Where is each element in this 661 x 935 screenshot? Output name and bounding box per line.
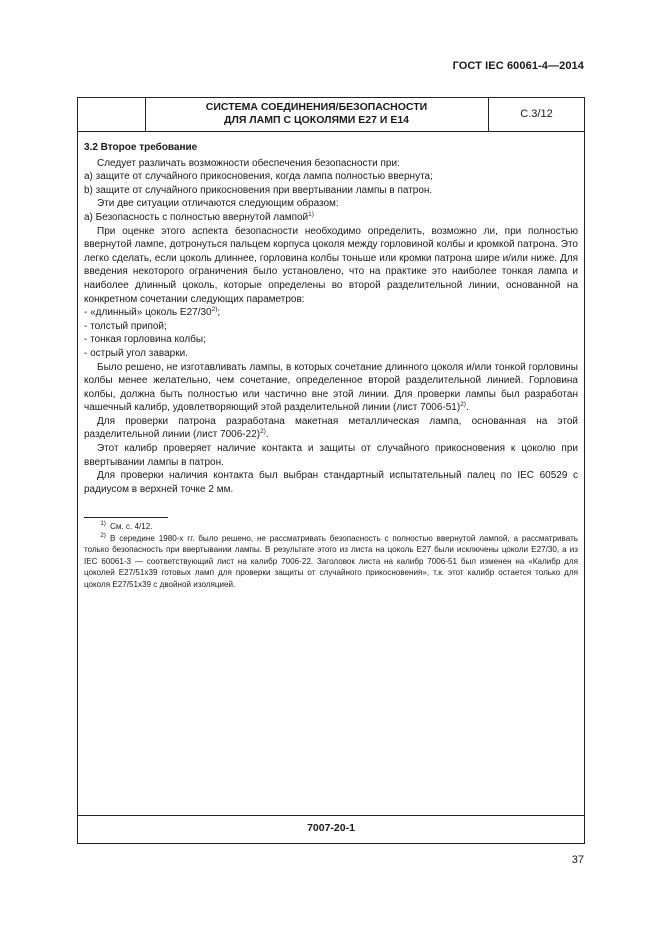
paragraph-decision: Было решено, не изготавливать лампы, в которых сочетание длинного цоколя и/или тонкой горловины колбы менее желательно, чем сочетание, определенное второй разделительной линией. Горловина колбы, должна быть полностью или частично вне этой линии. Для проверки лампы был разработан чашечный калибр, удовлетворяющий этой разделительной линии (лист 7006-51)$^{2)}$. <box>84 361 578 414</box>
sheet-title-line-1: СИСТЕМА СОЕДИНЕНИЯ/БЕЗОПАСНОСТИ <box>205 101 428 113</box>
paragraph-evaluation: При оценке этого аспекта безопасности необходимо определить, возможно ли, при полностью ввернутой лампе, дотронуться пальцем корпуса цоколя между горловиной колбы и кромкой патрона. Это легко сделать, если цоколь длиннее, горловина колбы тоньше или кромки патрона шире и/или ниже. Для введения некоторого ограничения было установлено, что на практике это наиболее тонкая лампа и наиболее длинный цоколь, которые определены во второй разделительной линии, основанной на конкретном сочетании следующих параметров: <box>84 225 578 305</box>
footnote-divider <box>84 517 168 518</box>
bullet-long-base: - «длинный» цоколь Е27/30$^{2)}$; <box>84 306 221 319</box>
paragraph-intro: Следует различать возможности обеспечения безопасности при: <box>97 157 400 169</box>
footnote-mark: 2) <box>100 531 106 539</box>
bullet-sharp-angle: - острый угол заварки. <box>84 347 188 359</box>
sheet-reference: С.3/12 <box>520 108 553 120</box>
list-item-b: b) защите от случайного прикосновения при ввертывании лампы в патрон. <box>84 184 433 196</box>
sheet-header-row <box>78 98 584 132</box>
footnote-2: $^{2)}$ В середине 1980-х гг. было решено, не рассматривать безопасность с полностью ввернутой лампой, а рассматривать только безопасность при ввертывании лампы. В результате этого из листа на цоколь Е27 были исключены цоколи Е27/30, а из IEC 60061-3 — соответствующий лист на калибр 7006-22. Заголовок листа на калибр 7006-51 был изменен на «Калибр для цоколей Е27/51х39 готовых ламп для проверки защиты от случайного прикосновения», т.к. этот калибр остается только для цоколя Е27/51х39 с двойной изоляцией. <box>84 531 578 589</box>
subsection-a <box>84 211 578 225</box>
footnote-ref-2: 2) <box>260 428 266 436</box>
standard-sheet-frame <box>77 97 585 844</box>
bullet-thin-neck: - тонкая горловина колбы; <box>84 334 206 346</box>
section-heading: 3.2 Второе требование <box>84 142 198 153</box>
paragraph-holder-check: Для проверки патрона разработана макетная металлическая лампа, основанная на этой разделительной линии (лист 7006-22)$^{2)}$. <box>84 415 578 441</box>
sheet-body <box>84 141 578 496</box>
footnotes <box>84 521 578 590</box>
paragraph-test-finger: Для проверки наличия контакта был выбран стандартный испытательный палец по IEC 60529 с радиусом в верхней точке 2 мм. <box>84 470 578 495</box>
sheet-title-line-2: ДЛЯ ЛАМП С ЦОКОЛЯМИ Е27 И Е14 <box>224 114 409 126</box>
page-number: 37 <box>571 854 584 866</box>
paragraph-situations: Эти две ситуации отличаются следующим образом: <box>97 198 339 210</box>
footnote-mark: 1) <box>100 520 106 527</box>
footnote-ref-2: 2) <box>460 401 466 409</box>
sheet-title <box>145 98 489 131</box>
sheet-number: 7007-20-1 <box>78 815 584 844</box>
bullet-thick-solder: - толстый припой; <box>84 320 167 332</box>
footnote-ref-2: 2) <box>211 306 218 314</box>
footnote-ref-1: 1) <box>308 210 314 218</box>
footnote-1: $^{1)}$ См. с. 4/12. <box>100 520 153 531</box>
paragraph-gauge: Этот калибр проверяет наличие контакта и защиты от случайного прикосновения к цоколю при ввертывании лампы в патрон. <box>84 443 578 468</box>
standard-designation: ГОСТ IEC 60061-4—2014 <box>452 60 584 72</box>
subsection-a-label: а) Безопасность с полностью ввернутой лампой <box>84 211 309 223</box>
header-empty-cell <box>78 98 146 131</box>
list-item-a: а) защите от случайного прикосновения, когда лампа полностью ввернута; <box>84 171 433 183</box>
